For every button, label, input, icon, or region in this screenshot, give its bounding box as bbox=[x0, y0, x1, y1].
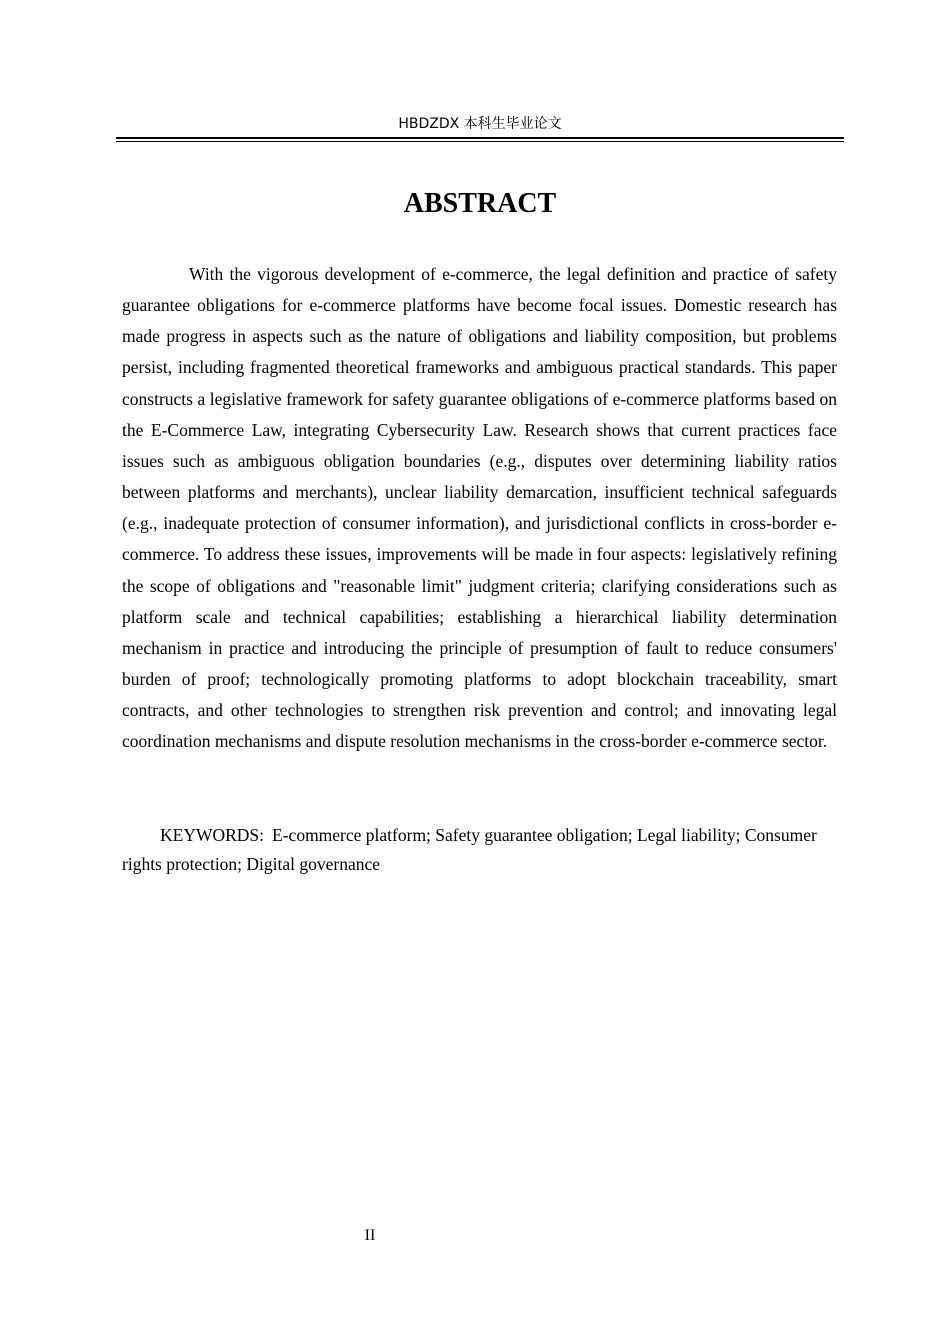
header-rule-thick bbox=[116, 137, 844, 139]
keywords-text: E-commerce platform; Safety guarantee obligation; Legal liability; Consumer rights protection; Digital governance bbox=[122, 825, 817, 874]
page-header: HBDZDX 本科生毕业论文 bbox=[398, 116, 562, 132]
keywords-line bbox=[122, 821, 837, 879]
abstract-paragraph: With the vigorous development of e-commerce, the legal definition and practice of safety guarantee obligations for e-commerce platforms have become focal issues. Domestic research has made progress in aspects such as the nature of obligations and liability composition, but problems persist, including fragmented theoretical frameworks and ambiguous practical standards. This paper constructs a legislative framework for safety guarantee obligations of e-commerce platforms based on the E-Commerce Law, integrating Cybersecurity Law. Research shows that current practices face issues such as ambiguous obligation boundaries (e.g., disputes over determining liability ratios between platforms and merchants), unclear liability demarcation, insufficient technical safeguards (e.g., inadequate protection of consumer information), and jurisdictional conflicts in cross-border e-commerce. To address these issues, improvements will be made in four aspects: legislatively refining the scope of obligations and "reasonable limit" judgment criteria; clarifying considerations such as platform scale and technical capabilities; establishing a hierarchical liability determination mechanism in practice and introducing the principle of presumption of fault to reduce consumers' burden of proof; technologically promoting platforms to adopt blockchain traceability, smart contracts, and other technologies to strengthen risk prevention and control; and innovating legal coordination mechanisms and dispute resolution mechanisms in the cross-border e-commerce sector. bbox=[122, 264, 837, 752]
page-title: ABSTRACT bbox=[403, 188, 557, 219]
keywords-label: KEYWORDS: bbox=[160, 825, 265, 845]
page-number: II bbox=[364, 1227, 376, 1244]
header-rule-thin bbox=[116, 141, 844, 142]
